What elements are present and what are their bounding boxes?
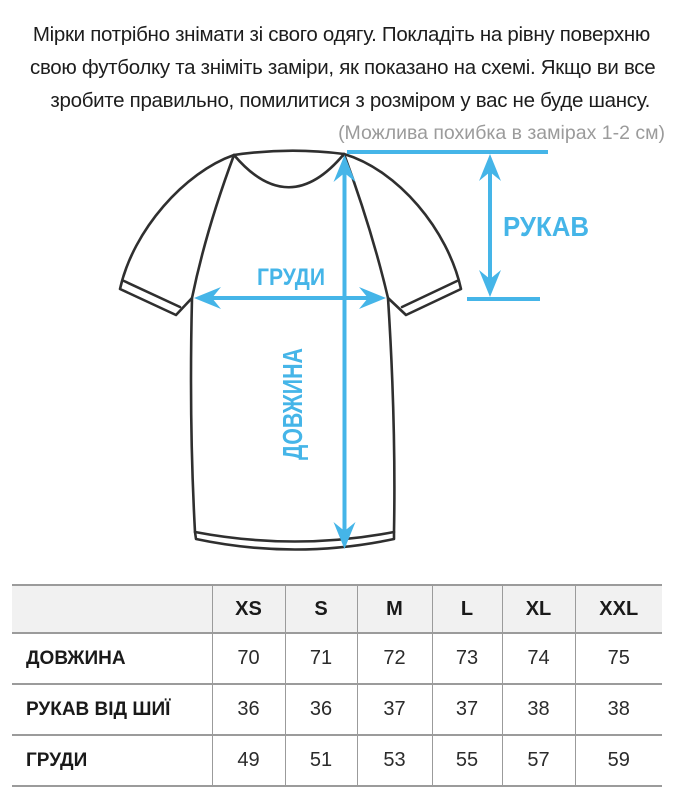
size-table-header-row: [12, 585, 662, 633]
intro-line-1: Мірки потрібно знімати зі свого одягу. Покладіть на рівну поверхню: [32, 23, 650, 46]
cell-value: 74: [502, 633, 575, 684]
cell-value: 71: [285, 633, 357, 684]
row-label: ДОВЖИНА: [12, 633, 212, 684]
table-row-chest: [12, 735, 662, 786]
header-size-m: M: [357, 585, 432, 633]
cell-value: 70: [212, 633, 285, 684]
accuracy-note: (Можлива похибка в замірах 1-2 см): [338, 122, 665, 144]
intro-line-2: свою футболку та зніміть заміри, як показано на схемі. Якщо ви все: [30, 56, 656, 79]
header-size-xxl: XXL: [575, 585, 662, 633]
cell-value: 37: [357, 684, 432, 735]
cell-value: 75: [575, 633, 662, 684]
length-label: ДОВЖИНА: [277, 313, 308, 460]
cell-value: 36: [212, 684, 285, 735]
cell-value: 55: [432, 735, 502, 786]
cell-value: 59: [575, 735, 662, 786]
cell-value: 37: [432, 684, 502, 735]
cell-value: 53: [357, 735, 432, 786]
header-size-l: L: [432, 585, 502, 633]
sleeve-label: РУКАВ: [503, 211, 589, 242]
measurement-diagram: [0, 145, 675, 572]
header-size-xl: XL: [502, 585, 575, 633]
cell-value: 49: [212, 735, 285, 786]
header-empty-cell: [12, 585, 212, 633]
chest-label: ГРУДИ: [257, 264, 325, 291]
cell-value: 51: [285, 735, 357, 786]
table-row-sleeve: [12, 684, 662, 735]
tshirt-diagram-svg: [0, 145, 675, 567]
cell-value: 38: [575, 684, 662, 735]
cell-value: 38: [502, 684, 575, 735]
cell-value: 36: [285, 684, 357, 735]
row-label: ГРУДИ: [12, 735, 212, 786]
collar-back-line: [234, 151, 344, 155]
header-size-s: S: [285, 585, 357, 633]
header-size-xs: XS: [212, 585, 285, 633]
size-table: [12, 584, 662, 787]
row-label: РУКАВ ВІД ШИЇ: [12, 684, 212, 735]
intro-paragraph: [0, 0, 675, 117]
cell-value: 73: [432, 633, 502, 684]
intro-line-3: зробите правильно, помилитися з розміром у вас не буде шансу.: [50, 89, 650, 112]
cell-value: 57: [502, 735, 575, 786]
table-row-length: [12, 633, 662, 684]
cell-value: 72: [357, 633, 432, 684]
